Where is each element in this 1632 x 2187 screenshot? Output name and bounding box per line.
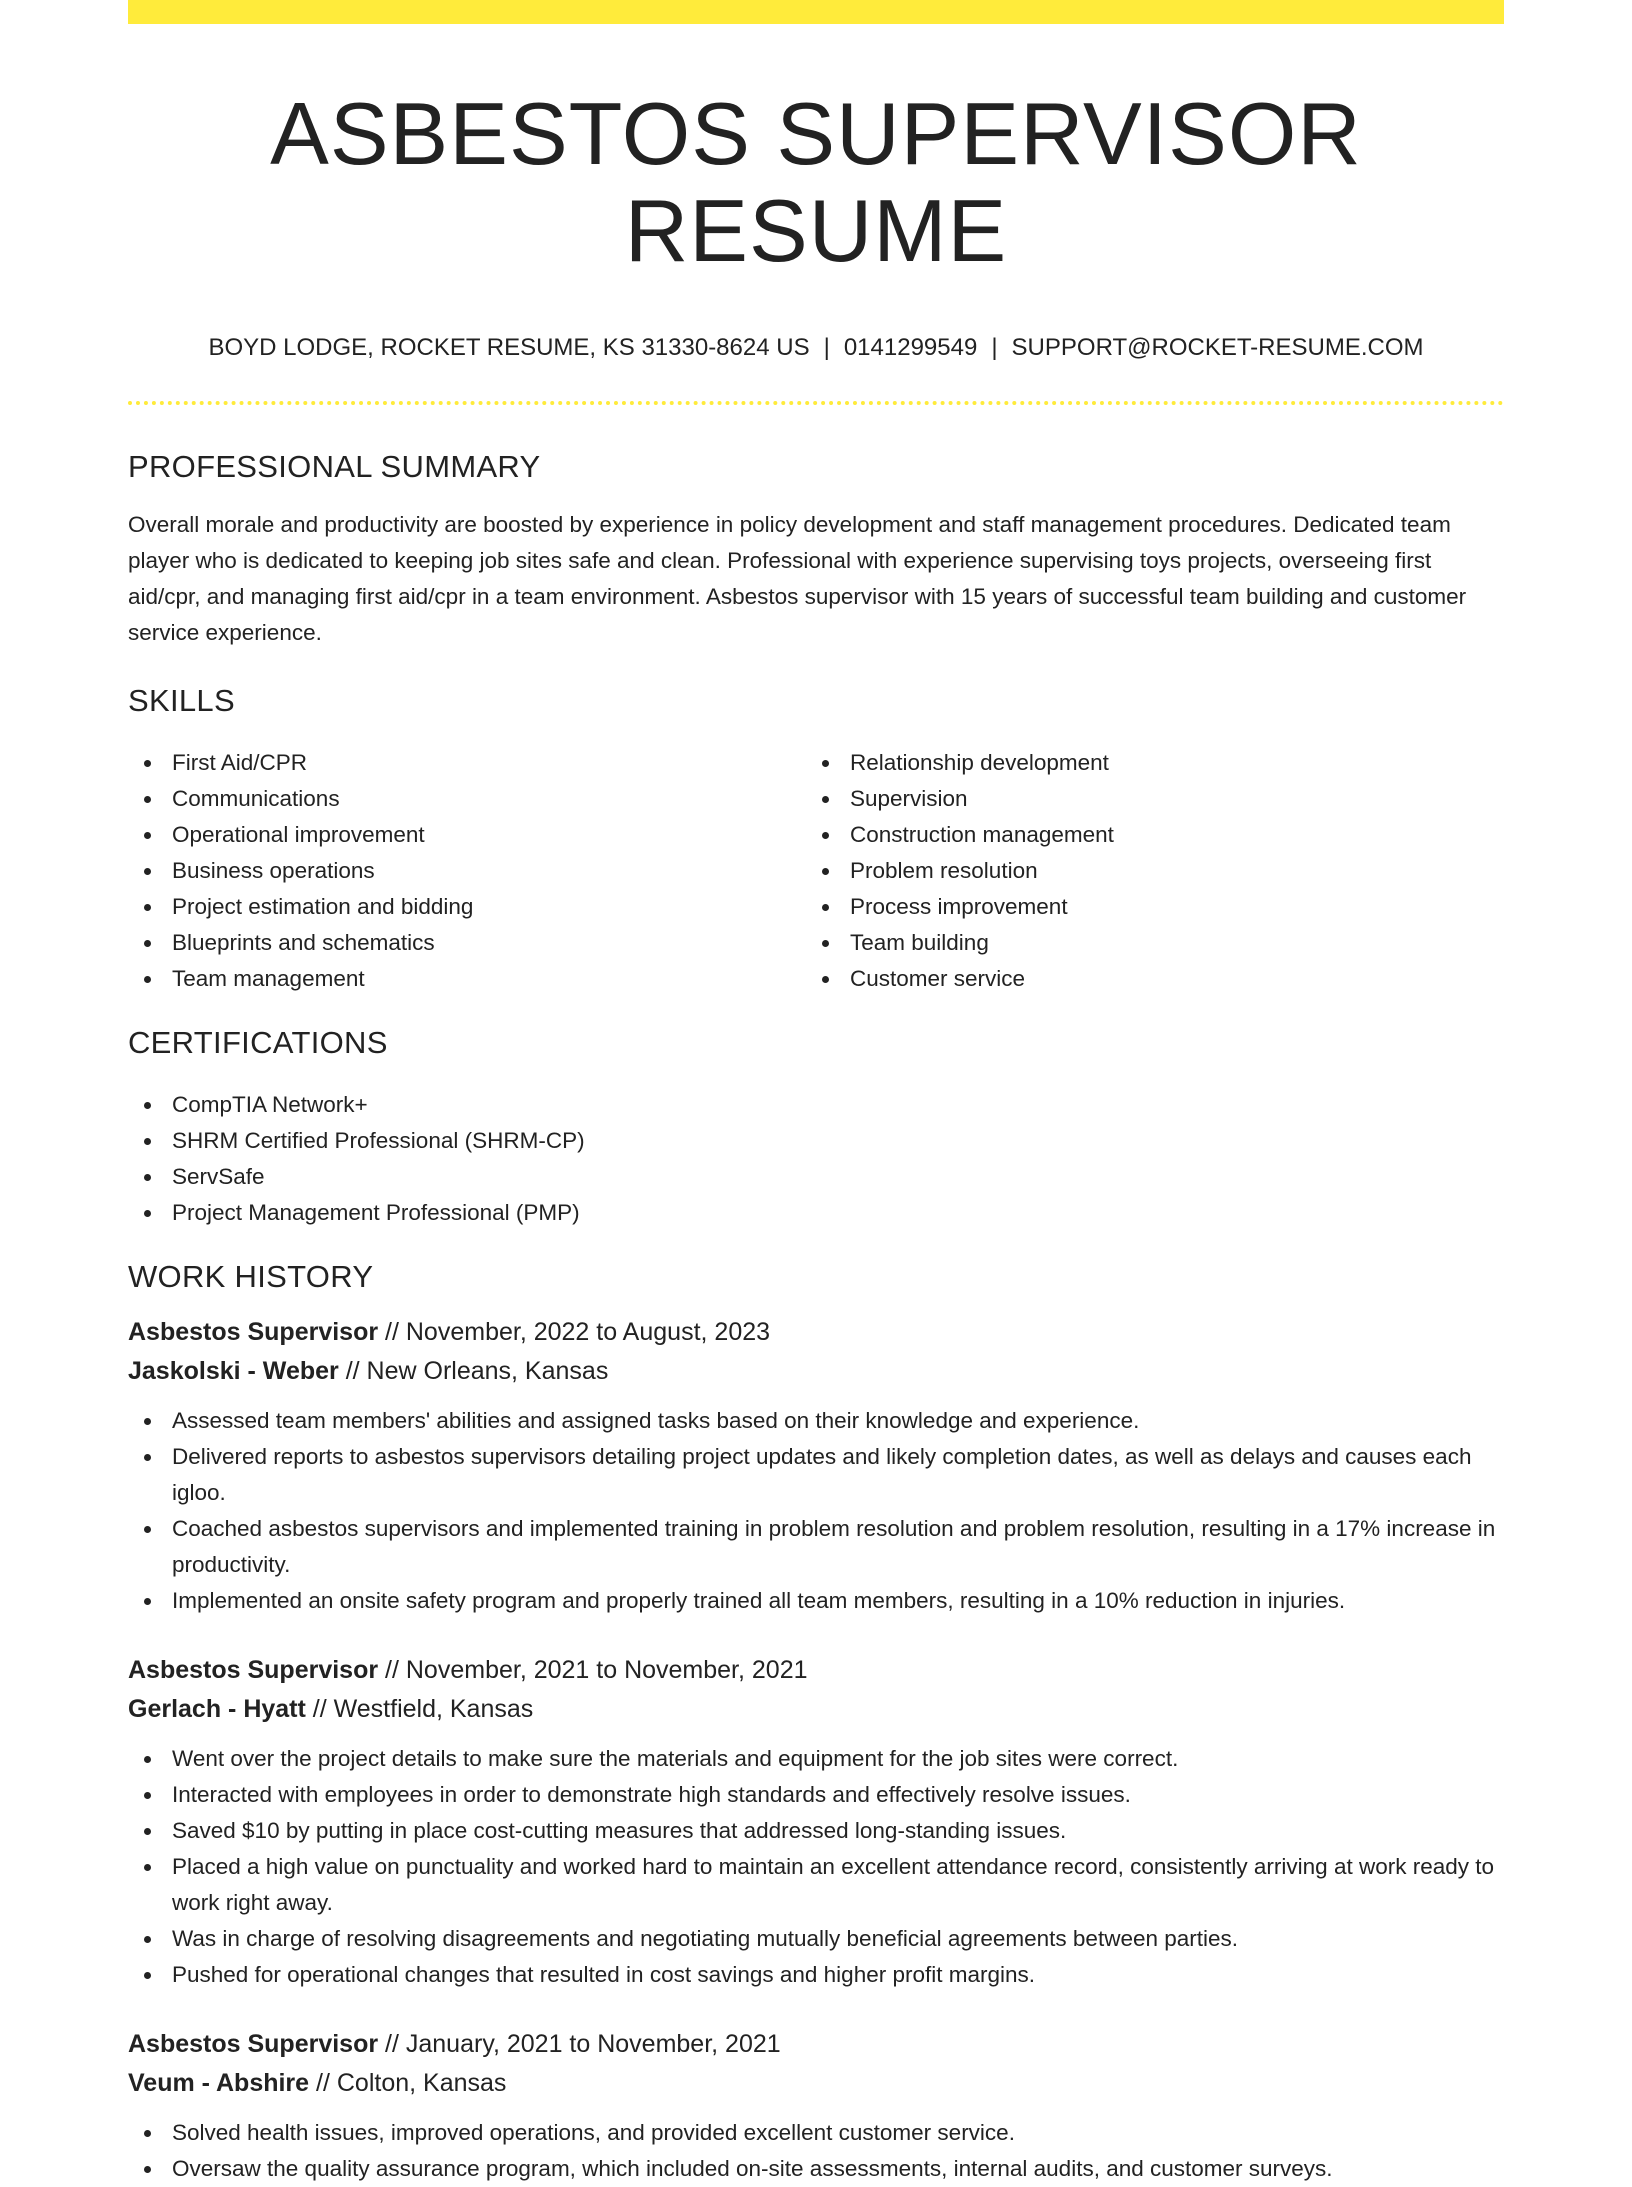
contact-address: BOYD LODGE, ROCKET RESUME, KS 31330-8624 US — [208, 333, 810, 361]
skills-heading: SKILLS — [128, 682, 235, 718]
skill-item: Blueprints and schematics — [128, 925, 806, 961]
job-bullet: Oversaw the quality assurance program, which included on-site assessments, internal audits, and customer surveys. — [128, 2151, 1504, 2187]
resume-title: ASBESTOS SUPERVISOR RESUME — [270, 84, 1362, 280]
certification-item: CompTIA Network+ — [128, 1087, 1504, 1123]
skill-item: Operational improvement — [128, 817, 806, 853]
job-location: // Colton, Kansas — [309, 2068, 507, 2097]
skill-item: Business operations — [128, 853, 806, 889]
job-dates: // November, 2021 to November, 2021 — [378, 1655, 808, 1684]
job-bullet: Interacted with employees in order to demonstrate high standards and effectively resolve issues. — [128, 1777, 1504, 1813]
resume-page — [128, 0, 1504, 2187]
dotted-divider — [128, 401, 1504, 405]
job-company-line — [128, 1352, 1504, 1391]
skill-item: Problem resolution — [806, 853, 1484, 889]
job-company: Jaskolski - Weber — [128, 1356, 339, 1385]
certification-item: Project Management Professional (PMP) — [128, 1195, 1504, 1231]
skills-columns — [128, 745, 1504, 997]
summary-heading: PROFESSIONAL SUMMARY — [128, 448, 541, 484]
skill-item: Construction management — [806, 817, 1484, 853]
certification-item: ServSafe — [128, 1159, 1504, 1195]
job-dates: // January, 2021 to November, 2021 — [378, 2029, 781, 2058]
accent-top-bar — [128, 0, 1504, 24]
certifications-list — [128, 1087, 1504, 1231]
contact-separator: | — [823, 333, 830, 361]
skill-item: Team building — [806, 925, 1484, 961]
job-location: // New Orleans, Kansas — [338, 1356, 609, 1385]
job-role: Asbestos Supervisor — [128, 1317, 379, 1346]
skill-item: Team management — [128, 961, 806, 997]
job-bullet: Coached asbestos supervisors and implemented training in problem resolution and problem resolution, resulting in a 17% increase in productivity. — [128, 1511, 1504, 1583]
job-bullet: Assessed team members' abilities and assigned tasks based on their knowledge and experience. — [128, 1403, 1504, 1439]
job-role: Asbestos Supervisor — [128, 2029, 379, 2058]
skill-item: First Aid/CPR — [128, 745, 806, 781]
job-role: Asbestos Supervisor — [128, 1655, 379, 1684]
job-entry — [128, 1313, 1504, 1619]
job-title-line — [128, 1651, 1504, 1690]
job-entry — [128, 1651, 1504, 1993]
skill-item: Customer service — [806, 961, 1484, 997]
skills-list-left — [128, 745, 806, 997]
job-entry — [128, 2025, 1504, 2187]
skill-item: Relationship development — [806, 745, 1484, 781]
contact-line — [128, 332, 1504, 363]
job-bullet: Delivered reports to asbestos supervisors detailing project updates and likely completion dates, as well as delays and causes each igloo. — [128, 1439, 1504, 1511]
job-bullet: Saved $10 by putting in place cost-cutting measures that addressed long-standing issues. — [128, 1813, 1504, 1849]
job-company-line — [128, 2064, 1504, 2103]
job-bullets — [128, 2115, 1504, 2187]
skill-item: Communications — [128, 781, 806, 817]
certification-item: SHRM Certified Professional (SHRM-CP) — [128, 1123, 1504, 1159]
certifications-heading: CERTIFICATIONS — [128, 1024, 388, 1060]
skills-list-right — [806, 745, 1484, 997]
skill-item: Project estimation and bidding — [128, 889, 806, 925]
skill-item: Process improvement — [806, 889, 1484, 925]
job-bullet: Implemented an onsite safety program and properly trained all team members, resulting in a 10% reduction in injuries. — [128, 1583, 1504, 1619]
job-company-line — [128, 1690, 1504, 1729]
job-bullet: Placed a high value on punctuality and worked hard to maintain an excellent attendance record, consistently arriving at work ready to work right away. — [128, 1849, 1504, 1921]
job-bullet: Solved health issues, improved operations, and provided excellent customer service. — [128, 2115, 1504, 2151]
job-title-line — [128, 1313, 1504, 1352]
job-bullets — [128, 1403, 1504, 1619]
job-location: // Westfield, Kansas — [305, 1694, 534, 1723]
contact-email: SUPPORT@ROCKET-RESUME.COM — [1011, 333, 1424, 361]
job-bullets — [128, 1741, 1504, 1993]
job-company: Veum - Abshire — [128, 2068, 310, 2097]
job-dates: // November, 2022 to August, 2023 — [378, 1317, 771, 1346]
summary-text: Overall morale and productivity are boosted by experience in policy development and staff management procedures. Dedicated team player who is dedicated to keeping job sites safe and clean. Professional with experience supervising toys projects, overseeing first aid/cpr, and managing first aid/cpr in a team environment. Asbestos supervisor with 15 years of successful team building and customer service experience. — [128, 511, 1467, 645]
contact-separator: | — [991, 333, 998, 361]
work-history-heading: WORK HISTORY — [128, 1258, 374, 1294]
job-bullet: Was in charge of resolving disagreements and negotiating mutually beneficial agreements between parties. — [128, 1921, 1504, 1957]
contact-phone: 0141299549 — [843, 333, 978, 361]
job-company: Gerlach - Hyatt — [128, 1694, 306, 1723]
job-bullet: Went over the project details to make sure the materials and equipment for the job sites were correct. — [128, 1741, 1504, 1777]
job-title-line — [128, 2025, 1504, 2064]
job-bullet: Pushed for operational changes that resulted in cost savings and higher profit margins. — [128, 1957, 1504, 1993]
skill-item: Supervision — [806, 781, 1484, 817]
